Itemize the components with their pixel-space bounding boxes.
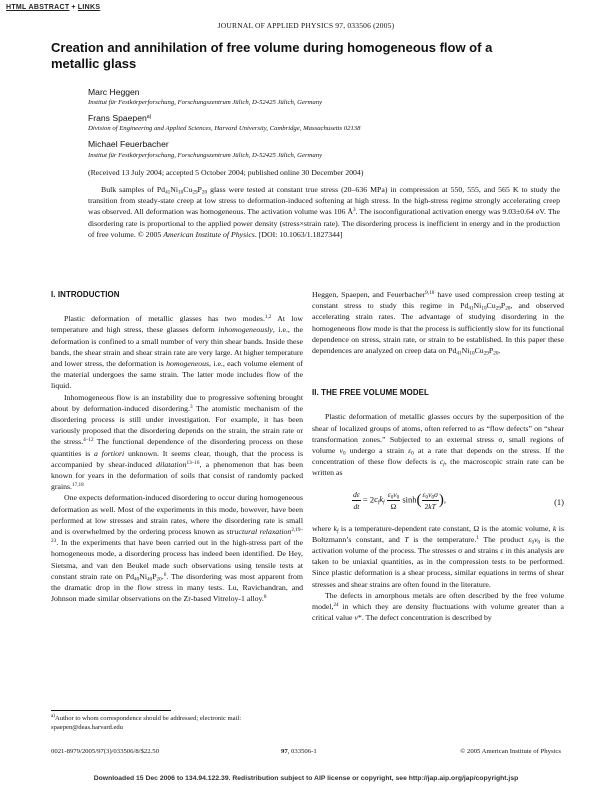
- abstract: Bulk samples of $Pd_{41}Ni_{10}Cu_{29}P_{20}$ glass were tested at constant true stress (20–636 MPa) in compression at 550, 555, and 565 K to study the transition from steady-state creep at low stress to deformation-induced softening at high stress. In the high-stress regime strongly accelerating creep was observed. All deformation was homogeneous. The activation volume was 106 $Å^3$. The isoconfigurational activation energy was 9.03±0.64 eV. The disordering rate is proportional to the applied power density (stress×strain rate). The disordering process is inefficient in energy and in the production of free volume. © 2005 American Institute of Physics. [DOI: 10.1063/1.1827344]: [88, 185, 560, 239]
- author-footnote-mark: a): [146, 114, 152, 120]
- html-abstract-link[interactable]: HTML ABSTRACT: [6, 4, 70, 11]
- page-number: 97, 033506-1: [281, 748, 317, 755]
- paragraph: Plastic deformation of metallic glasses occurs by the superposition of the shear of localized groups of atoms, often referred to as “flow defects” on “shear transformation zones.” Subjected to an external stress σ, small regions of volume $v_0$ undergo a strain $\varepsilon_0$ at a rate that depends on the stress. If the concentration of these flow defects is $c_f$, the macroscopic strain rate can be written as: [312, 412, 564, 478]
- section-heading-free-volume-model: II. THE FREE VOLUME MODEL: [312, 388, 429, 398]
- author-name: Michael Feuerbacher: [88, 139, 169, 149]
- doi: . [DOI: 10.1063/1.1827344]: [254, 229, 343, 239]
- top-navigation: [6, 4, 100, 11]
- equation-1: $\frac{d\varepsilon}{dt}$ = $2c_fk_f$ $\frac{\varepsilon_0v_0}{\Omega}$ sinh( $\frac{\varepsilon_0v_0\sigma}{2kT}$ ), (1): [353, 489, 564, 511]
- footnote-text: Author to whom correspondence should be addressed; electronic mail: spaepen@deas.harvard.edu: [51, 715, 242, 731]
- running-head: JOURNAL OF APPLIED PHYSICS 97, 033506 (2005): [217, 21, 395, 30]
- abstract-text: Bulk samples of: [101, 185, 157, 194]
- footnote-mark: a): [51, 713, 56, 719]
- received-dates: (Received 13 July 2004; accepted 5 October 2004; published online 30 December 2004): [88, 168, 364, 177]
- paragraph: One expects deformation-induced disordering to occur during homogeneous deformation as well. Most of the experiments in this mode, however, have been performed at low stresses and strain rates, where the disordering rate is small and is overwhelmed by the ordering process known as structural relaxation$^{2,19-23}$. In the experiments that have been carried out in the high-stress part of the homogeneous mode, a disordering process has indeed been identified. De Hey, Sietsma, and van den Beukel made such observations using tensile tests at constant strain rate on $Pd_{40}Ni_{40}P_{20}.^6$. The disordering was most apparent from the dramatic drop in the flow stress in many tests. Lu, Ravichandran, and Johnson made similar observations on the Zr-based Vitreloy-1 alloy.$^8$: [51, 493, 304, 604]
- author-name: Marc Heggen: [88, 87, 140, 97]
- abstract-text: . The isoconfigurational activation energy was 9.03±0.64 eV. The disordering rate is proportional to the applied power density (stress×strain rate). The disordering process is inefficient in energy and in the production of free volume. © 2005: [88, 207, 560, 239]
- article-title: Creation and annihilation of free volume during homogeneous flow of a metallic glass: [51, 40, 493, 71]
- author-name-text: Frans Spaepen: [88, 113, 147, 123]
- abstract-text: glass were tested at constant true stress (20–636 MPa) in compression at 550, 555, and 565 K to study the transition from steady-state creep at low stress to deformation-induced softening at high stress. In the high-stress regime strongly accelerating creep was observed. All deformation was homogeneous. The activation volume was 106 Å: [88, 185, 560, 217]
- issn-code: 0021-8979/2005/97(3)/033506/8/$22.50: [51, 748, 159, 755]
- left-column: [51, 289, 303, 604]
- footnote-rule: [51, 710, 171, 711]
- paragraph: where $k_f$ is a temperature-dependent rate constant, Ω is the atomic volume, k is Boltzmann’s constant, and T is the temperature.$^1$ The product $\varepsilon_0v_0$ is the activation volume of the process. The stresses σ and strains ε in this analysis are taken to be uniaxial quantities, as in the compression tests to be performed. Since plastic deformation is a shear process, similar equations in terms of shear stresses and shear strains are often found in the literature.: [312, 523, 565, 589]
- equation-number: (1): [554, 496, 564, 507]
- author-affiliation: Institut für Festkörperforschung, Forschungszentrum Jülich, D-52425 Jülich, Germany: [88, 99, 323, 106]
- section-heading-introduction: I. INTRODUCTION: [51, 290, 120, 299]
- copyright: © 2005 American Institute of Physics: [460, 748, 561, 755]
- download-notice: Downloaded 15 Dec 2006 to 134.94.122.39. Redistribution subject to AIP license or copyright, see http://jap.aip.org/jap/copyright.jsp: [93, 775, 519, 782]
- footnote: [51, 714, 303, 732]
- paragraph: Inhomogeneous flow is an instability due to progressive softening brought about by deformation-induced disordering.$^3$ The atomistic mechanism of the disordering process is still under investigation. For example, it has been variously proposed that the disordering depends on the strain, the strain rate or the stress.$^{4-12}$ The functional dependence of the disordering process on these quantities is a fortiori unknown. It seems clear, though, that the process is accompanied by shear-induced dilatation$^{13-16}$, a phenomenon that has been known for years in the deformation of soils that consist of randomly packed grains.$^{17,18}$: [51, 392, 303, 492]
- author-affiliation: Institut für Festkörperforschung, Forschungszentrum Jülich, D-52425 Jülich, Germany: [88, 152, 323, 159]
- author-affiliation: Division of Engineering and Applied Sciences, Harvard University, Cambridge, Massachusetts 02138: [88, 125, 361, 132]
- paragraph: Plastic deformation of metallic glasses has two modes.$^{1,2}$ At low temperature and high stress, these glasses deform inhomogeneously, i.e., the deformation is confined to a small number of very thin shear bands. Inside these bands, the shear strain and shear strain rate are very large. At higher temperature and lower stress, the deformation is homogeneous, i.e., each volume element of the material undergoes the same strain. The latter mode includes flow of the liquid.: [51, 314, 304, 391]
- right-column: [312, 289, 564, 623]
- links-link[interactable]: LINKS: [77, 4, 101, 11]
- paragraph: The defects in amorphous metals are often described by the free volume model,$^{24}$ in which they are density fluctuations with volume greater than a critical value v*. The defect concentration is described by: [312, 590, 564, 623]
- author-name: [88, 113, 151, 123]
- publisher-name: American Institute of Physics: [163, 229, 255, 239]
- paragraph: Heggen, Spaepen, and Feuerbacher$^{9,10}$ have used compression creep testing at constant stress to study this regime in $Pd_{41}Ni_{10}Cu_{29}P_{20}$, and observed accelerating strain rates. The advantage of studying disordering in the homogeneous flow mode is that the process is sufficiently slow for its functional dependence on stress, strain rate, or strain to be established. In this paper these dependences are analyzed on creep data on $Pd_{41}Ni_{10}Cu_{29}P_{20}$.: [312, 290, 564, 357]
- nav-separator: +: [71, 4, 76, 11]
